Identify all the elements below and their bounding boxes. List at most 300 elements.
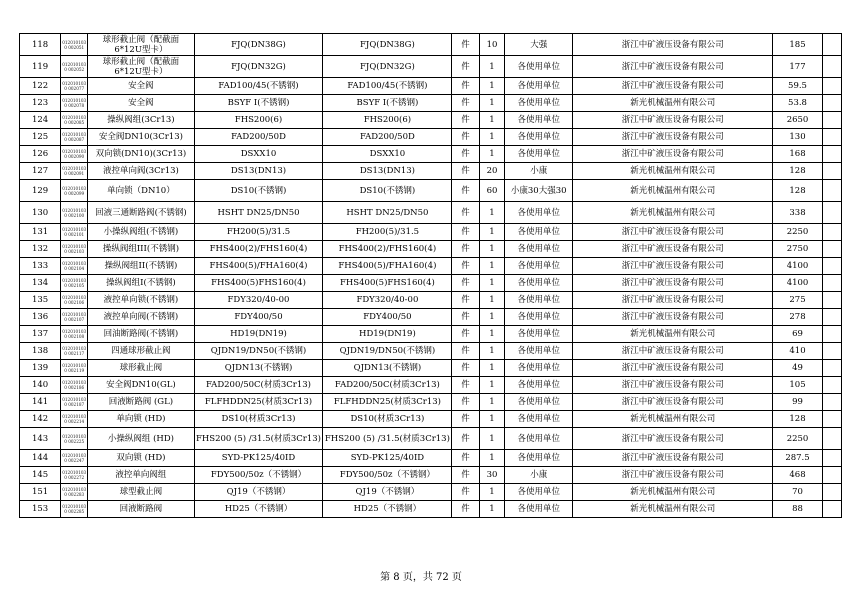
spec-cell: QJDN19/DN50(不锈钢): [194, 343, 323, 360]
row-number: 119: [20, 56, 61, 78]
user-cell: 小康30大强30: [505, 180, 573, 202]
spec-cell: FDY320/40-00: [194, 292, 323, 309]
manufacturer-cell: 浙江中矿液压设备有限公司: [573, 309, 773, 326]
blank-cell: [822, 180, 841, 202]
table-row: [20, 180, 842, 202]
manufacturer-cell: 浙江中矿液压设备有限公司: [573, 56, 773, 78]
quantity-cell: 1: [479, 258, 505, 275]
model-cell: QJDN13(不锈钢): [323, 360, 452, 377]
unit-cell: 件: [452, 292, 479, 309]
model-cell: FDY400/50: [323, 309, 452, 326]
unit-cell: 件: [452, 78, 479, 95]
price-cell: 128: [773, 411, 822, 428]
row-number: 134: [20, 275, 61, 292]
material-code: 0120101030 002099: [61, 180, 88, 202]
blank-cell: [822, 95, 841, 112]
item-name: 球形截止阀（配截面6*12U型卡）: [88, 56, 194, 78]
item-name: 双向锁 (HD): [88, 450, 194, 467]
quantity-cell: 1: [479, 343, 505, 360]
material-code: 0120101030 002272: [61, 467, 88, 484]
quantity-cell: 1: [479, 146, 505, 163]
user-cell: 各使用单位: [505, 56, 573, 78]
row-number: 125: [20, 129, 61, 146]
manufacturer-cell: 浙江中矿液压设备有限公司: [573, 292, 773, 309]
item-name: 单向锁（DN10）: [88, 180, 194, 202]
quantity-cell: 1: [479, 377, 505, 394]
row-number: 151: [20, 484, 61, 501]
row-number: 143: [20, 428, 61, 450]
blank-cell: [822, 112, 841, 129]
model-cell: FHS200 (5) /31.5(材质3Cr13): [323, 428, 452, 450]
material-code: 0120101030 002247: [61, 450, 88, 467]
table-row: [20, 112, 842, 129]
table-row: [20, 129, 842, 146]
price-cell: 338: [773, 202, 822, 224]
quantity-cell: 30: [479, 467, 505, 484]
item-name: 液控单向阀(3Cr13): [88, 163, 194, 180]
material-code: 0120101030 002187: [61, 394, 88, 411]
unit-cell: 件: [452, 224, 479, 241]
user-cell: 各使用单位: [505, 258, 573, 275]
user-cell: 各使用单位: [505, 411, 573, 428]
table-row: [20, 450, 842, 467]
manufacturer-cell: 新光机械温州有限公司: [573, 180, 773, 202]
quantity-cell: 1: [479, 224, 505, 241]
unit-cell: 件: [452, 326, 479, 343]
user-cell: 各使用单位: [505, 309, 573, 326]
spec-cell: FHS400(5)/FHA160(4): [194, 258, 323, 275]
item-name: 液控单向锁(不锈钢): [88, 292, 194, 309]
blank-cell: [822, 484, 841, 501]
material-code: 0120101030 002052: [61, 56, 88, 78]
table-row: [20, 163, 842, 180]
material-code: 0120101030 002090: [61, 146, 88, 163]
user-cell: 各使用单位: [505, 112, 573, 129]
model-cell: QJDN19/DN50(不锈钢): [323, 343, 452, 360]
table-row: [20, 326, 842, 343]
unit-cell: 件: [452, 129, 479, 146]
user-cell: 大强: [505, 34, 573, 56]
model-cell: DS13(DN13): [323, 163, 452, 180]
table-row: [20, 56, 842, 78]
item-name: 液控单向阀组: [88, 467, 194, 484]
table-row: [20, 202, 842, 224]
model-cell: FDY320/40-00: [323, 292, 452, 309]
material-code: 0120101030 002051: [61, 34, 88, 56]
item-name: 单向锁 (HD): [88, 411, 194, 428]
table-row: [20, 309, 842, 326]
spec-cell: FAD200/50D: [194, 129, 323, 146]
item-name: 操纵阀组(3Cr13): [88, 112, 194, 129]
row-number: 126: [20, 146, 61, 163]
manufacturer-cell: 浙江中矿液压设备有限公司: [573, 467, 773, 484]
unit-cell: 件: [452, 56, 479, 78]
manufacturer-cell: 浙江中矿液压设备有限公司: [573, 450, 773, 467]
unit-cell: 件: [452, 394, 479, 411]
quantity-cell: 1: [479, 78, 505, 95]
row-number: 141: [20, 394, 61, 411]
blank-cell: [822, 377, 841, 394]
table-row: [20, 34, 842, 56]
blank-cell: [822, 34, 841, 56]
quantity-cell: 1: [479, 360, 505, 377]
price-cell: 168: [773, 146, 822, 163]
price-cell: 2250: [773, 428, 822, 450]
item-name: 球形截止阀（配截面6*12U型卡）: [88, 34, 194, 56]
model-cell: FJQ(DN32G): [323, 56, 452, 78]
material-code: 0120101030 002105: [61, 275, 88, 292]
table-row: [20, 360, 842, 377]
blank-cell: [822, 146, 841, 163]
table-row: [20, 258, 842, 275]
row-number: 136: [20, 309, 61, 326]
material-code: 0120101030 002077: [61, 78, 88, 95]
spec-cell: DS10(材质3Cr13): [194, 411, 323, 428]
item-name: 操纵阀组III(不锈钢): [88, 241, 194, 258]
manufacturer-cell: 浙江中矿液压设备有限公司: [573, 224, 773, 241]
row-number: 139: [20, 360, 61, 377]
user-cell: 各使用单位: [505, 78, 573, 95]
user-cell: 各使用单位: [505, 484, 573, 501]
material-code: 0120101030 002186: [61, 377, 88, 394]
quantity-cell: 1: [479, 309, 505, 326]
spec-cell: FHS200 (5) /31.5(材质3Cr13): [194, 428, 323, 450]
blank-cell: [822, 258, 841, 275]
table-row: [20, 501, 842, 518]
user-cell: 小康: [505, 163, 573, 180]
row-number: 144: [20, 450, 61, 467]
item-name: 操纵阀组II(不锈钢): [88, 258, 194, 275]
manufacturer-cell: 浙江中矿液压设备有限公司: [573, 394, 773, 411]
spec-cell: HD19(DN19): [194, 326, 323, 343]
price-cell: 128: [773, 180, 822, 202]
price-cell: 2750: [773, 241, 822, 258]
spec-cell: DSXX10: [194, 146, 323, 163]
price-cell: 410: [773, 343, 822, 360]
spec-cell: FHS200(6): [194, 112, 323, 129]
item-name: 双向锁(DN10)(3Cr13): [88, 146, 194, 163]
model-cell: FHS400(5)FHS160(4): [323, 275, 452, 292]
price-cell: 130: [773, 129, 822, 146]
manufacturer-cell: 浙江中矿液压设备有限公司: [573, 129, 773, 146]
material-code: 0120101030 002283: [61, 484, 88, 501]
spec-cell: FJQ(DN32G): [194, 56, 323, 78]
user-cell: 各使用单位: [505, 360, 573, 377]
model-cell: FAD100/45(不锈钢): [323, 78, 452, 95]
unit-cell: 件: [452, 95, 479, 112]
material-code: 0120101030 002104: [61, 258, 88, 275]
spec-cell: FHS400(5)FHS160(4): [194, 275, 323, 292]
item-name: 回液断路阀: [88, 501, 194, 518]
item-name: 小操纵阀组(不锈钢): [88, 224, 194, 241]
unit-cell: 件: [452, 450, 479, 467]
user-cell: 各使用单位: [505, 202, 573, 224]
manufacturer-cell: 浙江中矿液压设备有限公司: [573, 377, 773, 394]
unit-cell: 件: [452, 34, 479, 56]
price-cell: 4100: [773, 258, 822, 275]
model-cell: QJ19（不锈钢）: [323, 484, 452, 501]
unit-cell: 件: [452, 275, 479, 292]
material-code: 0120101030 002100: [61, 202, 88, 224]
material-code: 0120101030 002101: [61, 224, 88, 241]
material-code: 0120101030 002285: [61, 501, 88, 518]
quantity-cell: 1: [479, 394, 505, 411]
manufacturer-cell: 浙江中矿液压设备有限公司: [573, 258, 773, 275]
user-cell: 各使用单位: [505, 377, 573, 394]
unit-cell: 件: [452, 163, 479, 180]
unit-cell: 件: [452, 180, 479, 202]
spec-cell: DS13(DN13): [194, 163, 323, 180]
user-cell: 各使用单位: [505, 326, 573, 343]
user-cell: 各使用单位: [505, 501, 573, 518]
blank-cell: [822, 343, 841, 360]
blank-cell: [822, 450, 841, 467]
blank-cell: [822, 309, 841, 326]
model-cell: HD25（不锈钢）: [323, 501, 452, 518]
table-row: [20, 428, 842, 450]
table-row: [20, 411, 842, 428]
row-number: 153: [20, 501, 61, 518]
quantity-cell: 1: [479, 450, 505, 467]
blank-cell: [822, 394, 841, 411]
item-name: 球型截止阀: [88, 484, 194, 501]
table-row: [20, 394, 842, 411]
manufacturer-cell: 浙江中矿液压设备有限公司: [573, 112, 773, 129]
row-number: 123: [20, 95, 61, 112]
model-cell: FH200(5)/31.5: [323, 224, 452, 241]
material-code: 0120101030 002087: [61, 129, 88, 146]
price-cell: 2250: [773, 224, 822, 241]
item-name: 安全阀DN10(3Cr13): [88, 129, 194, 146]
blank-cell: [822, 56, 841, 78]
unit-cell: 件: [452, 411, 479, 428]
model-cell: DSXX10: [323, 146, 452, 163]
item-name: 安全阀: [88, 95, 194, 112]
unit-cell: 件: [452, 501, 479, 518]
row-number: 118: [20, 34, 61, 56]
user-cell: 各使用单位: [505, 146, 573, 163]
manufacturer-cell: 新光机械温州有限公司: [573, 411, 773, 428]
manufacturer-cell: 新光机械温州有限公司: [573, 95, 773, 112]
manufacturer-cell: 浙江中矿液压设备有限公司: [573, 343, 773, 360]
quantity-cell: 1: [479, 428, 505, 450]
row-number: 130: [20, 202, 61, 224]
table-row: [20, 484, 842, 501]
manufacturer-cell: 浙江中矿液压设备有限公司: [573, 428, 773, 450]
unit-cell: 件: [452, 146, 479, 163]
material-code: 0120101030 002103: [61, 241, 88, 258]
row-number: 131: [20, 224, 61, 241]
blank-cell: [822, 467, 841, 484]
manufacturer-cell: 浙江中矿液压设备有限公司: [573, 78, 773, 95]
blank-cell: [822, 360, 841, 377]
unit-cell: 件: [452, 428, 479, 450]
spec-cell: FJQ(DN38G): [194, 34, 323, 56]
blank-cell: [822, 501, 841, 518]
quantity-cell: 1: [479, 95, 505, 112]
user-cell: 各使用单位: [505, 450, 573, 467]
quantity-cell: 1: [479, 129, 505, 146]
spec-cell: HSHT DN25/DN50: [194, 202, 323, 224]
model-cell: BSYF I(不锈钢): [323, 95, 452, 112]
manufacturer-cell: 新光机械温州有限公司: [573, 163, 773, 180]
user-cell: 各使用单位: [505, 343, 573, 360]
manufacturer-cell: 新光机械温州有限公司: [573, 484, 773, 501]
material-code: 0120101030 002214: [61, 411, 88, 428]
material-code: 0120101030 002225: [61, 428, 88, 450]
model-cell: HSHT DN25/DN50: [323, 202, 452, 224]
spec-cell: QJ19（不锈钢）: [194, 484, 323, 501]
price-cell: 4100: [773, 275, 822, 292]
blank-cell: [822, 428, 841, 450]
manufacturer-cell: 新光机械温州有限公司: [573, 501, 773, 518]
material-code: 0120101030 002085: [61, 112, 88, 129]
item-name: 四通球形截止阀: [88, 343, 194, 360]
model-cell: DS10(材质3Cr13): [323, 411, 452, 428]
item-name: 操纵阀组I(不锈钢): [88, 275, 194, 292]
item-name: 小操纵阀组 (HD): [88, 428, 194, 450]
spec-cell: QJDN13(不锈钢): [194, 360, 323, 377]
model-cell: HD19(DN19): [323, 326, 452, 343]
page-footer: 第 8 页，共 72 页: [380, 572, 462, 583]
row-number: 145: [20, 467, 61, 484]
user-cell: 各使用单位: [505, 241, 573, 258]
unit-cell: 件: [452, 241, 479, 258]
spec-cell: FDY500/50z（不锈钢）: [194, 467, 323, 484]
table-row: [20, 146, 842, 163]
spec-cell: FAD200/50C(材质3Cr13): [194, 377, 323, 394]
price-cell: 278: [773, 309, 822, 326]
unit-cell: 件: [452, 309, 479, 326]
material-code: 0120101030 002107: [61, 309, 88, 326]
table-row: [20, 95, 842, 112]
item-name: 安全阀: [88, 78, 194, 95]
quantity-cell: 10: [479, 34, 505, 56]
material-code: 0120101030 002108: [61, 326, 88, 343]
blank-cell: [822, 241, 841, 258]
unit-cell: 件: [452, 484, 479, 501]
unit-cell: 件: [452, 360, 479, 377]
table-row: [20, 78, 842, 95]
price-cell: 99: [773, 394, 822, 411]
quantity-cell: 1: [479, 484, 505, 501]
row-number: 135: [20, 292, 61, 309]
table-row: [20, 224, 842, 241]
item-name: 回液断路阀 (GL): [88, 394, 194, 411]
quantity-cell: 1: [479, 56, 505, 78]
item-name: 液控单向阀(不锈钢): [88, 309, 194, 326]
model-cell: FAD200/50D: [323, 129, 452, 146]
spec-cell: FAD100/45(不锈钢): [194, 78, 323, 95]
user-cell: 各使用单位: [505, 275, 573, 292]
user-cell: 各使用单位: [505, 95, 573, 112]
price-cell: 2650: [773, 112, 822, 129]
quantity-cell: 1: [479, 501, 505, 518]
table-row: [20, 377, 842, 394]
blank-cell: [822, 202, 841, 224]
quantity-cell: 1: [479, 275, 505, 292]
price-cell: 88: [773, 501, 822, 518]
blank-cell: [822, 275, 841, 292]
price-cell: 59.5: [773, 78, 822, 95]
blank-cell: [822, 326, 841, 343]
manufacturer-cell: 浙江中矿液压设备有限公司: [573, 146, 773, 163]
row-number: 140: [20, 377, 61, 394]
quantity-cell: 1: [479, 292, 505, 309]
row-number: 142: [20, 411, 61, 428]
row-number: 124: [20, 112, 61, 129]
table-row: [20, 292, 842, 309]
price-cell: 287.5: [773, 450, 822, 467]
material-code: 0120101030 002078: [61, 95, 88, 112]
price-cell: 53.8: [773, 95, 822, 112]
material-code: 0120101030 002119: [61, 360, 88, 377]
model-cell: FLFHDDN25(材质3Cr13): [323, 394, 452, 411]
model-cell: DS10(不锈钢): [323, 180, 452, 202]
manufacturer-cell: 浙江中矿液压设备有限公司: [573, 360, 773, 377]
row-number: 129: [20, 180, 61, 202]
table-row: [20, 241, 842, 258]
unit-cell: 件: [452, 112, 479, 129]
user-cell: 小康: [505, 467, 573, 484]
model-cell: SYD-PK125/40ID: [323, 450, 452, 467]
spec-cell: DS10(不锈钢): [194, 180, 323, 202]
table-row: [20, 275, 842, 292]
quantity-cell: 1: [479, 112, 505, 129]
item-name: 回液三通断路阀(不锈钢): [88, 202, 194, 224]
row-number: 133: [20, 258, 61, 275]
model-cell: FJQ(DN38G): [323, 34, 452, 56]
table-row: [20, 343, 842, 360]
row-number: 132: [20, 241, 61, 258]
manufacturer-cell: 浙江中矿液压设备有限公司: [573, 241, 773, 258]
row-number: 127: [20, 163, 61, 180]
material-code: 0120101030 002117: [61, 343, 88, 360]
blank-cell: [822, 78, 841, 95]
user-cell: 各使用单位: [505, 428, 573, 450]
model-cell: FAD200/50C(材质3Cr13): [323, 377, 452, 394]
price-table: [19, 33, 842, 518]
item-name: 球形截止阀: [88, 360, 194, 377]
quantity-cell: 20: [479, 163, 505, 180]
price-cell: 70: [773, 484, 822, 501]
unit-cell: 件: [452, 202, 479, 224]
spec-cell: FLFHDDN25(材质3Cr13): [194, 394, 323, 411]
price-cell: 177: [773, 56, 822, 78]
quantity-cell: 1: [479, 202, 505, 224]
quantity-cell: 1: [479, 241, 505, 258]
spec-cell: SYD-PK125/40ID: [194, 450, 323, 467]
material-code: 0120101030 002106: [61, 292, 88, 309]
blank-cell: [822, 163, 841, 180]
quantity-cell: 60: [479, 180, 505, 202]
user-cell: 各使用单位: [505, 129, 573, 146]
manufacturer-cell: 浙江中矿液压设备有限公司: [573, 275, 773, 292]
model-cell: FDY500/50z（不锈钢）: [323, 467, 452, 484]
quantity-cell: 1: [479, 411, 505, 428]
row-number: 137: [20, 326, 61, 343]
material-code: 0120101030 002091: [61, 163, 88, 180]
model-cell: FHS400(5)/FHA160(4): [323, 258, 452, 275]
manufacturer-cell: 新光机械温州有限公司: [573, 202, 773, 224]
model-cell: FHS200(6): [323, 112, 452, 129]
unit-cell: 件: [452, 467, 479, 484]
spec-cell: FH200(5)/31.5: [194, 224, 323, 241]
row-number: 122: [20, 78, 61, 95]
blank-cell: [822, 129, 841, 146]
unit-cell: 件: [452, 343, 479, 360]
price-cell: 128: [773, 163, 822, 180]
